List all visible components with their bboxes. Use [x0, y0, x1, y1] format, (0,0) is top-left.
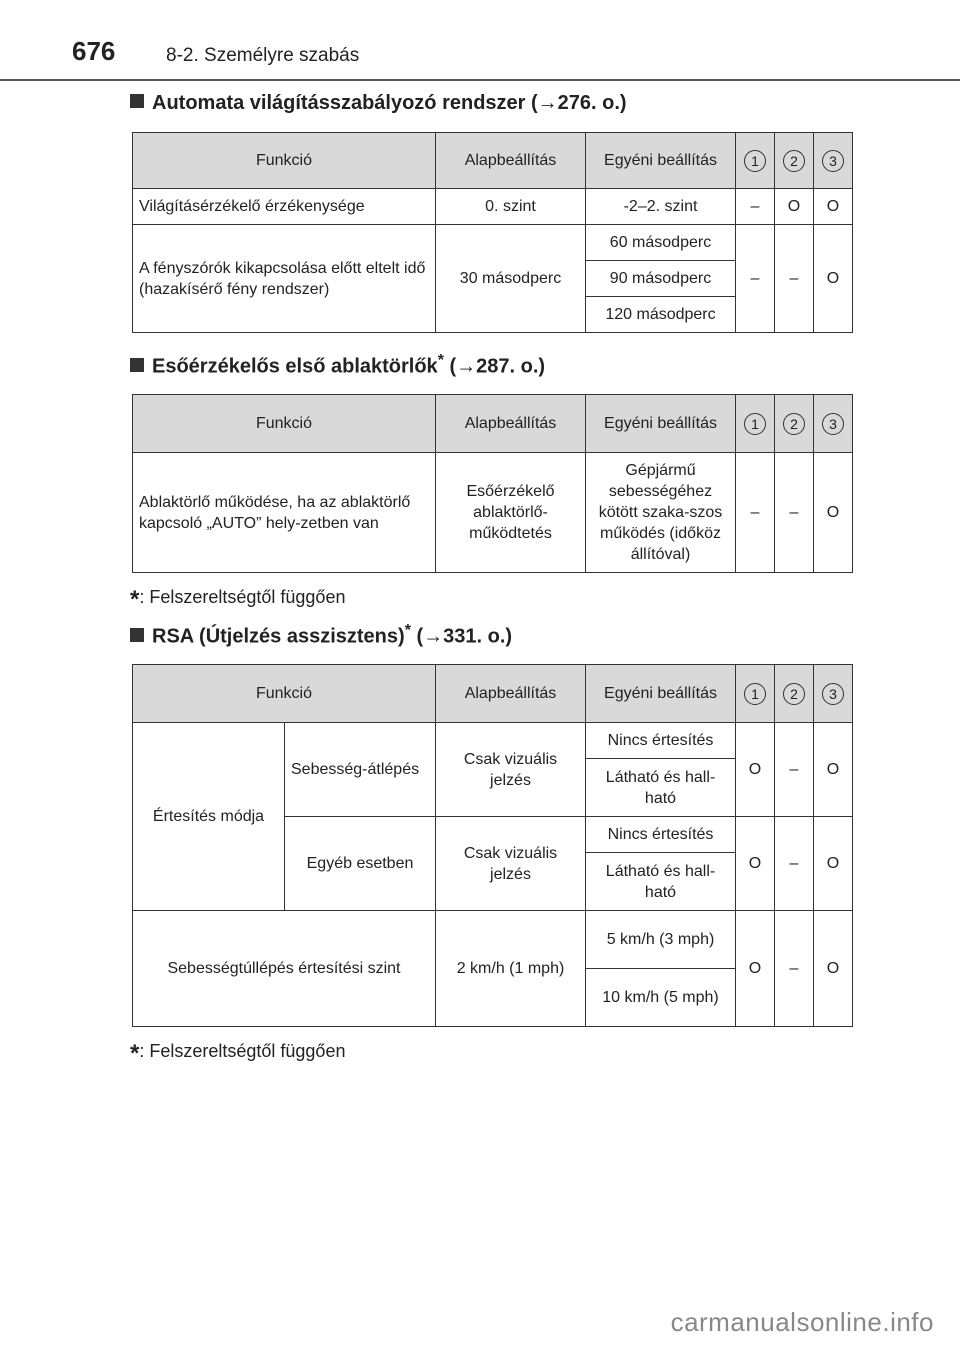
- square-bullet-icon: [130, 358, 144, 372]
- circle-1-icon: 1: [744, 413, 766, 435]
- section3-reference[interactable]: (→331. o.): [416, 625, 513, 648]
- circle-2-icon: 2: [783, 413, 805, 435]
- header-custom: Egyéni beállítás: [586, 133, 736, 189]
- section3-title: RSA (Útjelzés asszisztens): [152, 625, 405, 648]
- section2-heading: [130, 352, 545, 379]
- section2-title: Esőérzékelős első ablaktörlők: [152, 355, 438, 378]
- table-row: Értesítés módja Sebesség-átlépés Csak vizuális jelzés Nincs értesítés O – O: [133, 723, 853, 759]
- section3-heading: [130, 622, 512, 649]
- square-bullet-icon: [130, 94, 144, 108]
- section-title: 8-2. Személyre szabás: [166, 45, 360, 66]
- section1-reference[interactable]: →276. o.): [537, 92, 627, 114]
- circle-1-icon: 1: [744, 683, 766, 705]
- section1-table: Funkció Alapbeállítás Egyéni beállítás 1 2 3 Világításérzékelő érzékenysége 0. szint -2–2. szint – O O A fényszórók kikapcsolása előtt eltelt idő (hazakísérő fény rendszer) 30 másodperc 60 másodperc – – O 90 másodperc 120 másodperc: [132, 132, 853, 333]
- footnote: *: Felszereltségtől függően: [130, 586, 346, 613]
- asterisk-mark: *: [404, 622, 411, 639]
- section1-heading: [130, 92, 627, 115]
- circle-1-icon: 1: [744, 150, 766, 172]
- page-number: 676: [72, 36, 116, 66]
- table-row: Sebességtúllépés értesítési szint 2 km/h (1 mph) 5 km/h (3 mph) O – O: [133, 911, 853, 969]
- table-row: A fényszórók kikapcsolása előtt eltelt idő (hazakísérő fény rendszer) 30 másodperc 60 másodperc – – O: [133, 225, 853, 261]
- section2-reference[interactable]: (→287. o.): [449, 355, 546, 378]
- table-row: Ablaktörlő működése, ha az ablaktörlő kapcsoló „AUTO” hely-zetben van Esőérzékelő ablaktörlő-működtetés Gépjármű sebességéhez kötött szaka-szos működés (időköz állítóval) – – O: [133, 453, 853, 573]
- header-default: Alapbeállítás: [436, 133, 586, 189]
- circle-3-icon: 3: [822, 150, 844, 172]
- asterisk-mark: *: [437, 352, 444, 369]
- page-header: [0, 0, 960, 80]
- square-bullet-icon: [130, 628, 144, 642]
- section1-title: Automata világításszabályozó rendszer (: [152, 92, 538, 114]
- circle-2-icon: 2: [783, 683, 805, 705]
- section2-table: Funkció Alapbeállítás Egyéni beállítás 1 2 3 Ablaktörlő működése, ha az ablaktörlő kapcsoló „AUTO” hely-zetben van Esőérzékelő ablaktörlő-működtetés Gépjármű sebességéhez kötött szaka-szos működés (időköz állítóval) – – O: [132, 394, 853, 573]
- header-function: Funkció: [133, 133, 436, 189]
- header-divider: [0, 79, 960, 81]
- table-row: Világításérzékelő érzékenysége 0. szint -2–2. szint – O O: [133, 189, 853, 225]
- circle-2-icon: 2: [783, 150, 805, 172]
- circle-3-icon: 3: [822, 413, 844, 435]
- table-row: Egyéb esetben Csak vizuális jelzés Nincs értesítés O – O: [133, 817, 853, 853]
- watermark: carmanualsonline.info: [670, 1307, 934, 1337]
- footnote: *: Felszereltségtől függően: [130, 1040, 346, 1067]
- section3-table: Funkció Alapbeállítás Egyéni beállítás 1 2 3 Értesítés módja Sebesség-átlépés Csak vizuális jelzés Nincs értesítés O – O Látható és hall-ható Egyéb esetben Csak vizuális jelzés Nincs értesítés O – O Látható és hall-ható Sebességtúllépés értesítési szint 2 km/h (1 mph) 5 km/h (3 mph) O – O 10 km/h (5 mph): [132, 664, 853, 1027]
- circle-3-icon: 3: [822, 683, 844, 705]
